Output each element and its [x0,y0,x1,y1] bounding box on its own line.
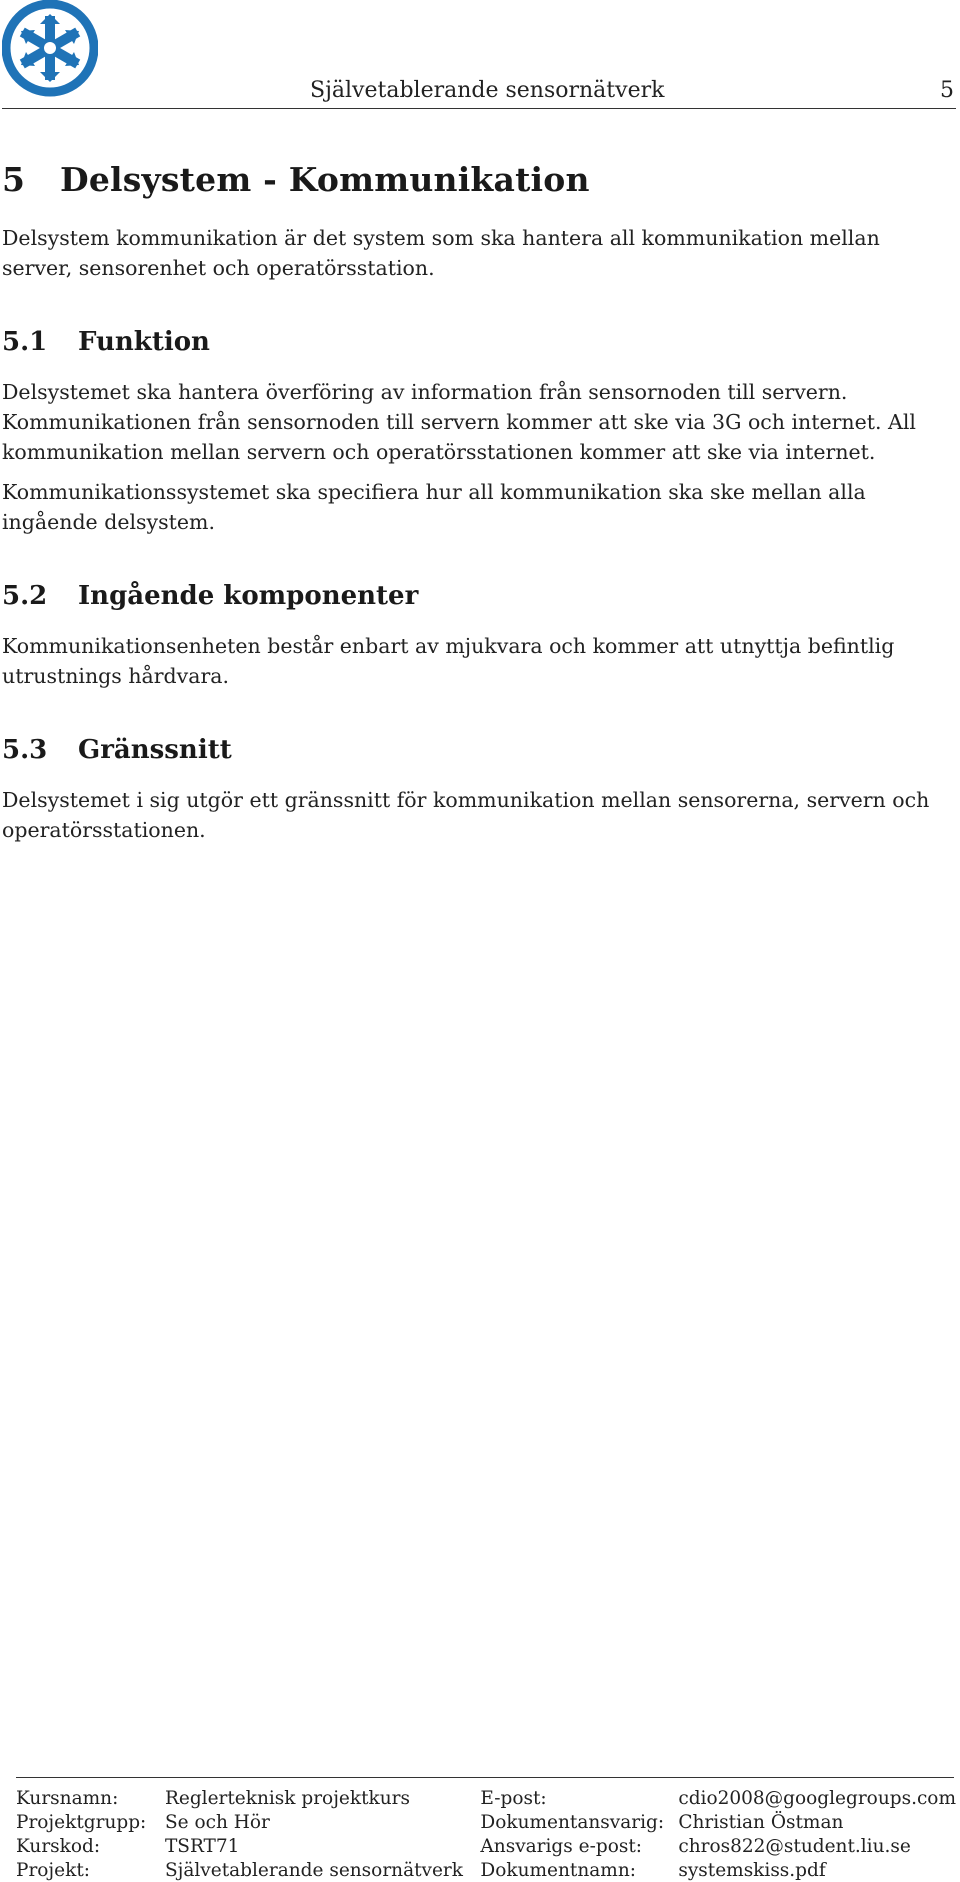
footer-value: Christian Östman [678,1811,844,1833]
footer-value: Se och Hör [164,1811,270,1833]
header-divider [2,108,956,109]
subsection-title: Ingående komponenter [78,581,419,611]
footer-value: Reglerteknisk projektkurs [164,1787,410,1809]
footer-label: Ansvarigs e-post: [480,1835,642,1857]
subsection-number: 5.3 [2,735,48,765]
footer-label: Projekt: [16,1859,90,1881]
section-intro: Delsystem kommunikation är det system som ska hantera all kommunikation mellan server, sensorenhet och operatörsstation. [2,226,880,280]
subsection-heading [2,581,954,611]
footer-label: Dokumentnamn: [480,1859,636,1881]
paragraph: Kommunikationsenheten består enbart av mjukvara och kommer att utnyttja befintlig utrustnings hårdvara. [2,634,895,688]
footer-value: chros822@student.liu.se [678,1835,911,1857]
footer-value: systemskiss.pdf [678,1859,826,1881]
subsection-number: 5.2 [2,581,48,611]
subsection-title: Funktion [78,327,210,357]
footer-row [16,1834,956,1858]
footer-row [16,1786,956,1810]
footer-info-table [16,1786,956,1882]
section-title: Delsystem - Kommunikation [60,160,590,199]
footer-label: Dokumentansvarig: [480,1811,665,1833]
page-number: 5 [940,78,954,103]
footer-row [16,1810,956,1834]
section-number: 5 [2,160,26,199]
footer-label: Kurskod: [16,1835,101,1857]
footer-value: cdio2008@googlegroups.com [678,1787,956,1809]
footer-label: Kursnamn: [16,1787,119,1809]
subsection-heading [2,735,954,765]
footer-row [16,1858,956,1882]
subsection-title: Gränssnitt [78,735,232,765]
university-logo [2,0,98,100]
footer-value: Självetablerande sensornätverk [164,1859,463,1881]
paragraph: Delsystemet i sig utgör ett gränssnitt för kommunikation mellan sensorerna, servern och operatörsstationen. [2,788,930,842]
subsection-heading [2,327,954,357]
document-footer [16,1786,956,1882]
footer-label: Projektgrupp: [16,1811,147,1833]
page-content [2,160,954,855]
paragraph: Delsystemet ska hantera överföring av information från sensornoden till servern. Kommunikationen från sensornoden till servern kommer att ske via 3G och internet. All kommunikation mellan servern och operatörsstationen kommer att ske via internet. [2,380,916,464]
section-heading [2,160,954,199]
running-header-title: Självetablerande sensornätverk [310,78,665,103]
footer-label: E-post: [480,1787,547,1809]
paragraph: Kommunikationssystemet ska specifiera hur all kommunikation ska ske mellan alla ingående delsystem. [2,480,866,534]
footer-value: TSRT71 [164,1835,240,1857]
footer-divider [16,1777,954,1778]
subsection-number: 5.1 [2,327,48,357]
